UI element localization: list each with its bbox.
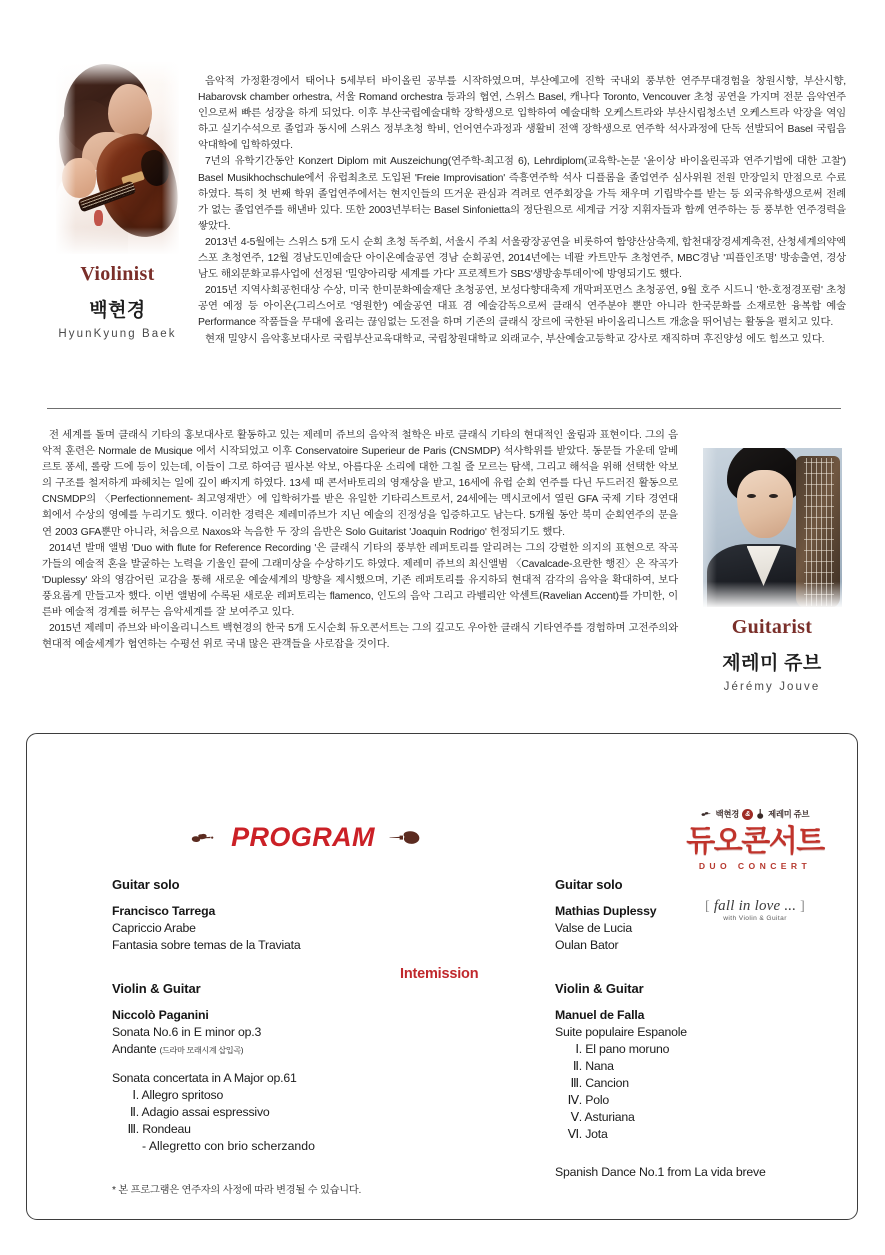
program-movement	[555, 1058, 845, 1075]
violinist-photo-column	[45, 62, 190, 340]
violinist-photo-frame	[45, 62, 190, 254]
program-work: Fantasia sobre temas de la Traviata	[112, 938, 301, 952]
program-encore: Spanish Dance No.1 from La vida breve	[555, 1165, 766, 1179]
movement-label: El pano moruno	[585, 1042, 670, 1056]
program-composer: Niccolò Paganini	[112, 1008, 209, 1022]
program-composer: Francisco Tarrega	[112, 904, 216, 918]
guitarist-bio-paragraph: 전 세계를 돌며 클래식 기타의 홍보대사로 활동하고 있는 제레미 쥬브의 음악적 철학은 바로 클래식 기타의 현대적인 울림과 표현이다. 그의 음악적 훈련은 Normale de Musique 에서 시작되었고 이후 Conservatoire Superieur de Paris (CNSMDP) 석사학위를 받았다. 동문들 가운데 알베르토 퐁세, 롤랑 드에 등이 있는데, 이들이 그로 하여금 필사본 악보, 아름다운 소리에 대한 그칠 줄 모르는 탐색, 그리고 해석을 위해 선택한 악보의 구조를 철저하게 파헤치는 일에 깊이 빠지게 하였다. 13세 때 콘서바토리의 영재상을 받고, 16세에 유럽 순회 연주를 다닌 두드러진 활동으로 CNSMDP의 〈Perfectionnement- 최고영재반〉에 입학허가를 받은 유일한 기타리스트로서, 24세에는 멕시코에서 열린 GFA 국제 기타 경연대회에서 수상의 영예를 누리기도 했다. 이러한 경력은 제레미쥬브가 지닌 예술의 진정성을 입증하고도 남는다. 5개월 동안 북미 순회연주의 문을 연 2003 GFA뿐만 아니라, 처음으로 Naxos와 녹음한 두 장의 음반은 Solo Guitarist 'Joaquin Rodrigo' 헌정되기도 했다.	[42, 430, 678, 538]
program-section-heading: Violin & Guitar	[555, 981, 644, 996]
movement-numeral: Ⅱ.	[129, 1105, 139, 1119]
logo-guitar-icon	[756, 809, 765, 819]
movement-numeral: Ⅵ.	[567, 1127, 582, 1141]
movement-numeral: Ⅲ.	[570, 1076, 582, 1090]
guitarist-name-korean: 제레미 쥬브	[722, 653, 822, 674]
program-title: PROGRAM	[231, 822, 375, 852]
program-work-title: Andante	[112, 1042, 157, 1056]
violinist-bio-paragraph: 2015년 지역사회공헌대상 수상, 미국 한미문화예술재단 초청공연, 보성다향대축제 개막퍼포먼스 초청공연, 9월 호주 시드니 '한-호정경포럼' 초청공연 예정 등 아이온(그리스어로 '영원한') 예술공연 대표 겸 예술감독으로써 클래식 연주분야 뿐만 아니라 한국문화를 소재로한 융복합 예술 Performance 작품들을 무대에 올리는 끊임없는 도전을 하며 기존의 클래식 장르에 국한된 바이올리니스트 개念을 뛰어넘는 활동을 펼치고 있다.	[198, 285, 846, 329]
program-composer: Manuel de Falla	[555, 1008, 645, 1022]
movement-label: Rondeau	[142, 1122, 191, 1136]
program-section-heading: Guitar solo	[555, 877, 623, 892]
program-movement	[555, 1041, 845, 1058]
violinist-section	[0, 62, 885, 392]
guitarist-photo-frame	[697, 448, 847, 607]
program-work: Capriccio Arabe	[112, 921, 196, 935]
logo-tagline-bracket-open: [	[704, 898, 710, 914]
program-title-group	[27, 822, 587, 853]
program-composer: Mathias Duplessy	[555, 904, 657, 918]
program-work: Valse de Lucia	[555, 921, 632, 935]
violinist-bio-paragraph: 현재 밀양시 음악홍보대사로 국립부산교육대학교, 국립창원대학교 외래교수, 부산예술고등학교 강사로 재직하며 후진양성 에도 힘쓰고 있다.	[205, 333, 825, 345]
guitarist-name-english: Jérémy Jouve	[723, 681, 821, 693]
movement-label: Cancion	[585, 1076, 629, 1090]
guitar-icon	[388, 829, 424, 847]
program-movement	[555, 1092, 845, 1109]
logo-subtitle: DUO CONCERT	[698, 860, 812, 871]
program-work: Suite populaire Espanole	[555, 1025, 687, 1039]
program-movement	[555, 1109, 845, 1126]
guitarist-bio-paragraph: 2014년 발매 앨범 'Duo with flute for Reference Recording '은 클래식 기타의 풍부한 레퍼토리를 알리려는 그의 강렬한 의지의 표현으로 작곡가들의 예술적 혼을 발굴하는 노력을 기울인 끝에 그래미상을 수상하기도 하였다. 제레미 쥬브의 최신앨범 〈Cavalcade-요란한 행진〉은 작곡가 'Duplessy' 와의 영감어린 교감을 통해 새로운 예술세계의 방향을 제시했으며, 기존 레퍼토리를 유지하되 현대적 감각의 음악을 확대하여, 보다 풍요롭게 만들고자 했다. 이번 앨범에 수록된 새로운 레퍼토리는 flamenco, 인도의 음악 그리고 라벨리안 악센트(Ravelian Accent)를 가미한, 이른바 예술적 경계를 허무는 음악세계를 잘 보여주고 있다.	[42, 542, 678, 619]
logo-tagline-sub: with Violin & Guitar	[723, 914, 787, 922]
program-work: Sonata concertata in A Major op.61	[112, 1071, 297, 1085]
intermission-label: Intemission	[400, 966, 479, 982]
program-work: Sonata No.6 in E minor op.3	[112, 1025, 262, 1039]
guitarist-biography	[42, 428, 678, 653]
movement-label: Allegro spritoso	[141, 1088, 224, 1102]
violinist-biography	[198, 74, 846, 348]
movement-label: Jota	[585, 1127, 608, 1141]
violin-icon	[190, 831, 218, 845]
movement-label: Nana	[585, 1059, 614, 1073]
program-work-note: (드라마 모래시계 삽입곡)	[159, 1046, 244, 1055]
logo-name-right: 제레미 쥬브	[768, 809, 810, 819]
program-disclaimer-note: * 본 프로그램은 연주자의 사정에 따라 변경될 수 있습니다.	[112, 1185, 362, 1196]
program-movement	[555, 1075, 845, 1092]
program-work: Oulan Bator	[555, 938, 619, 952]
program-panel	[26, 733, 858, 1220]
guitarist-photo-column	[697, 448, 847, 693]
program-section-heading: Guitar solo	[112, 877, 180, 892]
guitarist-bio-paragraph: 2015년 제레미 쥬브와 바이올리니스트 백현경의 한국 5개 도시순회 듀오콘서트는 그의 깊고도 우아한 클래식 기타연주를 경험하며 고전주의와 현대적 예술세계가 협연하는 수평선 위로 국내 많은 관객들을 사로잡을 것이다.	[42, 623, 678, 651]
logo-name-left: 백현경	[715, 809, 740, 819]
movement-label: Adagio assai espressivo	[141, 1105, 270, 1119]
movement-numeral: Ⅴ.	[570, 1110, 582, 1124]
violinist-bio-paragraph: 음악적 가정환경에서 태어나 5세부터 바이올린 공부를 시작하였으며, 부산예고에 진학 국내외 풍부한 연주무대경험을 창원시향, 부산시향, Habarovsk chamber orhestra, 서울 Romand orchestra 등과의 협연, 스위스 Basel, 캐나다 Toronto, Vencouver 초청 공연을 가지며 전문 음악연주인으로써 빠른 성장을 하게 되었다. 이후 부산국립예술대학 장학생으로 입학하여 예술대학 오케스트라와 부산시립청소년 오케스트라 악장을 역임하고 실기수석으로 졸업과 동시에 스위스 정부초청 학비, 언어연수과정과 생활비 전액 장학생으로 연주학 석사과정에 단독 선발되어 Basel 국립음악대학에 입학하였다.	[198, 76, 846, 152]
movement-numeral: Ⅲ.	[127, 1122, 139, 1136]
violinist-bio-paragraph: 2013년 4-5월에는 스위스 5개 도시 순회 초청 독주회, 서울시 주최 서울광장공연을 비롯하여 함양산삼축제, 합천대장경세계축전, 산청세계의약엑스포 초청연주, 12월 경남도민예술단 아이온예술공연 경남 순회공연, 2014년에는 네팔 카트만두 초청연주, MBC경남 '피플인조명' 방송출연, 경상남도 해외문화교류사업에 선정된 '밀양아리랑 세계를 가다' 프로젝트가 SBS'생방송투데이'에 방영되기도 했다.	[198, 236, 846, 281]
logo-tagline-text: fall in love ...	[713, 897, 797, 914]
program-column-left	[112, 877, 412, 1155]
movement-label: Polo	[585, 1093, 610, 1107]
logo-violin-icon	[701, 811, 713, 817]
section-divider	[47, 408, 841, 409]
program-work	[112, 1041, 412, 1059]
violinist-role-label: Violinist	[80, 263, 155, 285]
program-movement	[555, 1126, 845, 1143]
violinist-bio-paragraph: 7년의 유학기간동안 Konzert Diplom mit Auszeichung(연주학-최고점 6), Lehrdiplom(교육학-논문 '윤이상 바이올린곡과 연주기법에 대한 고찰') Basel Musikhochschule에서 유럽최초로 도입된 'Freie Improvisation' 즉흥연주학 석사 디플롬을 졸업연주 심사위원 전원 만장일치 만점으로 수료하였다. 특히 첫 번째 학위 졸업연주에서는 현지인들의 뜨거운 관심과 격려로 연주회장을 가득 채우며 기립박수를 받는 등 외국유학생으로써 전례가 없는 졸업연주를 해낸바 있다. 또한 2003년부터는 Basel Sinfonietta의 정단원으로 세계급 거장 지휘자들과 함께 연주하는 등 풍부한 연주경력을 쌓았다.	[198, 156, 846, 232]
program-movement	[112, 1104, 412, 1121]
logo-artist-names	[681, 808, 829, 820]
violinist-name-english: HyunKyung Baek	[58, 328, 177, 340]
logo-ampersand: &	[742, 809, 753, 820]
program-column-right	[555, 877, 845, 1181]
movement-numeral: Ⅱ.	[572, 1059, 582, 1073]
movement-numeral: Ⅰ.	[575, 1042, 582, 1056]
violinist-name-korean: 백현경	[89, 300, 146, 321]
violinist-portrait-image	[56, 62, 179, 254]
movement-numeral: Ⅰ.	[132, 1088, 139, 1102]
program-movement	[112, 1087, 412, 1104]
program-submovement: - Allegretto con brio scherzando	[142, 1139, 315, 1153]
movement-label: Asturiana	[584, 1110, 635, 1124]
program-section-heading: Violin & Guitar	[112, 981, 201, 996]
movement-numeral: Ⅳ.	[567, 1093, 582, 1107]
program-movement	[112, 1121, 412, 1138]
guitarist-portrait-image	[703, 448, 842, 607]
logo-tagline-bracket-close: ]	[800, 898, 805, 914]
guitarist-section	[0, 428, 885, 698]
logo-main-title: 듀오콘서트	[686, 825, 824, 858]
guitarist-role-label: Guitarist	[731, 616, 813, 638]
